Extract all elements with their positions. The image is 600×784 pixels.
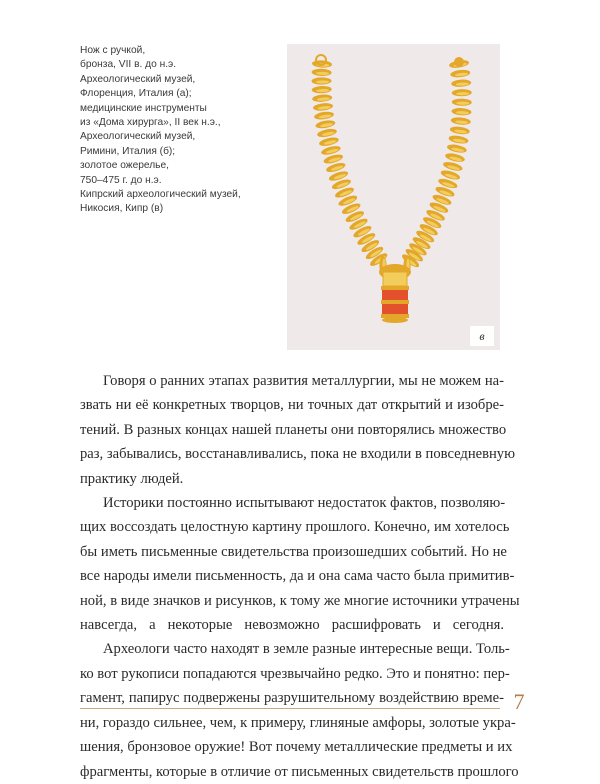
caption-line: Кипрский археологический музей, xyxy=(80,189,241,201)
necklace-bead xyxy=(312,69,332,77)
caption-line: Флоренция, Италия (а); xyxy=(80,88,192,100)
figure-caption xyxy=(80,44,280,217)
caption-line: медицинские инструменты xyxy=(80,102,207,114)
caption-line: Археологический музей, xyxy=(80,131,196,143)
text-line: звать ни её конкретных творцов, ни точных дат открытий и изобре- xyxy=(80,397,504,414)
necklace-bead xyxy=(315,119,336,129)
caption-line: бронза, VII в. до н.э. xyxy=(80,59,177,71)
necklace-bead xyxy=(316,127,337,138)
caption-line: золотое ожерелье, xyxy=(80,160,169,172)
text-line: раз, забывались, восстанавливались, пока не входили в повседневную xyxy=(80,446,516,463)
text-line: ни, гораздо сильнее, чем, к примеру, глиняные амфоры, золотые укра- xyxy=(80,714,516,731)
necklace-bead xyxy=(450,69,471,78)
necklace-photo xyxy=(287,44,500,350)
necklace-bead xyxy=(451,79,471,87)
text-line: щих воссоздать целостную картину прошлого. Конечно, им хотелось xyxy=(80,519,510,536)
caption-line: Никосия, Кипр (в) xyxy=(80,203,164,215)
necklace-bead xyxy=(452,98,472,106)
text-line: шения, бронзовое оружие! Вот почему металлические предметы и их xyxy=(80,739,513,756)
text-line: Историки постоянно испытывают недостаток фактов, позволяю- xyxy=(103,495,506,512)
paragraph xyxy=(80,491,520,637)
necklace-clasp xyxy=(454,57,464,67)
text-line: все народы имели письменность, да и она сама часто была примитив- xyxy=(80,568,515,585)
caption-line: 750–475 г. до н.э. xyxy=(80,174,162,186)
text-line: Археологи часто находят в земле разные интересные вещи. Толь- xyxy=(103,641,510,658)
main-text xyxy=(80,369,520,784)
pendant-band xyxy=(381,300,409,304)
caption-line: Римини, Италия (б); xyxy=(80,145,176,157)
photo-label: в xyxy=(470,326,494,346)
caption-line: из «Дома хирурга», II век н.э., xyxy=(80,117,221,129)
necklace-bead xyxy=(314,111,335,121)
text-line: практику людей. xyxy=(80,470,184,487)
necklace-bead xyxy=(451,117,472,126)
text-line: фрагменты, которые в отличие от письменных свидетельств прошлого xyxy=(80,763,519,780)
pendant-cap xyxy=(383,272,407,286)
text-line: навсегда, а некоторые невозможно расшифровать и сегодня. xyxy=(80,617,504,634)
gold-necklace-illustration xyxy=(287,44,500,350)
necklace-bead xyxy=(444,152,465,164)
necklace-bead xyxy=(312,94,333,103)
necklace-bead xyxy=(313,102,334,111)
necklace-bead xyxy=(311,77,331,84)
pendant-band xyxy=(381,286,409,290)
text-line: ной, в виде значков и рисунков, к тому же многие источники утрачены xyxy=(80,592,520,609)
necklace-bead xyxy=(446,143,467,154)
caption-line: Нож с ручкой, xyxy=(80,45,146,56)
necklace-bead xyxy=(452,89,472,97)
necklace-bead xyxy=(451,108,471,116)
caption-line: Археологический музей, xyxy=(80,73,196,85)
pendant-tip xyxy=(382,317,408,323)
footer-rule xyxy=(80,708,500,709)
page-number: 7 xyxy=(513,689,525,714)
necklace-bead xyxy=(449,126,470,136)
text-line: гамент, папирус подвержены разрушительному воздействию време- xyxy=(80,690,504,707)
paragraph xyxy=(80,637,519,783)
necklace-bead xyxy=(312,86,332,94)
text-line: ко вот рукописи попадаются чрезвычайно редко. Это и понятно: пер- xyxy=(80,665,510,682)
text-line: бы иметь письменные свидетельства произошедших событий. Но не xyxy=(80,543,507,560)
text-line: тений. В разных концах нашей планеты они повторялись множество xyxy=(80,421,507,438)
text-line: Говоря о ранних этапах развития металлургии, мы не можем на- xyxy=(103,373,504,389)
paragraph xyxy=(80,369,516,491)
necklace-bead xyxy=(318,136,339,148)
necklace-bead xyxy=(448,134,469,144)
